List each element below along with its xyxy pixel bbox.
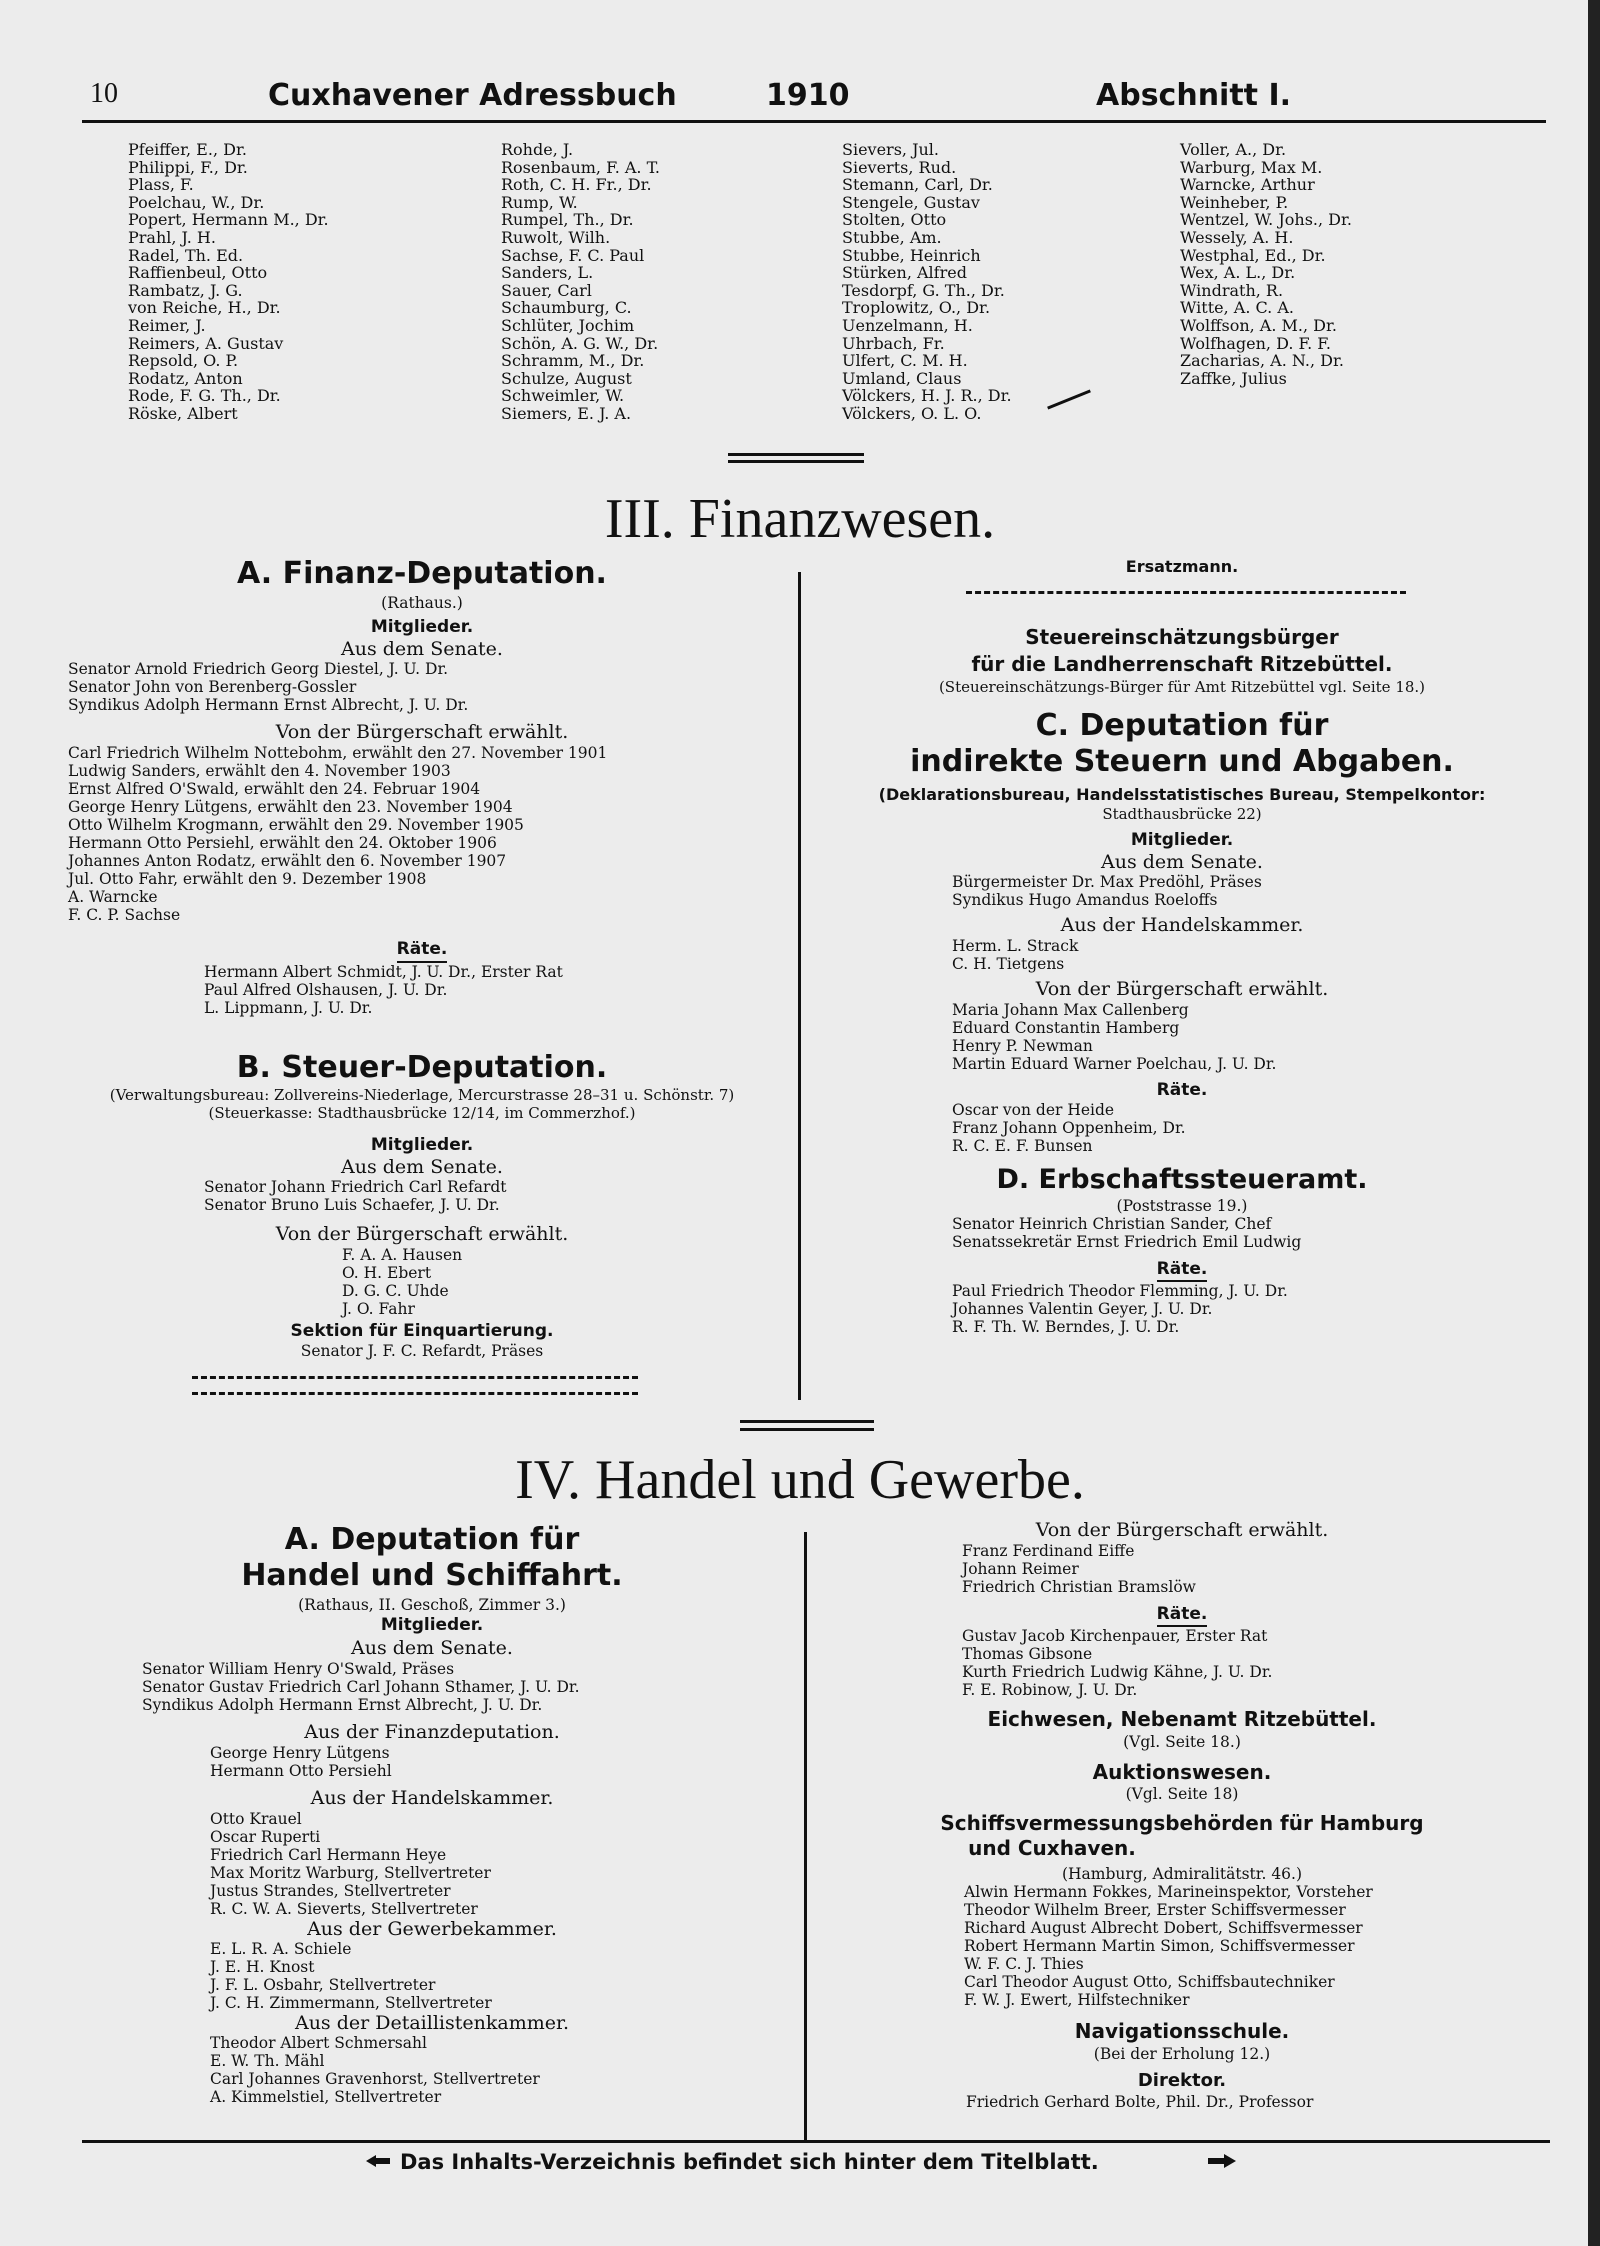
list-item: Ludwig Sanders, erwählt den 4. November 1903 bbox=[68, 762, 451, 780]
list-item: Alwin Hermann Fokkes, Marineinspektor, Vorsteher bbox=[964, 1883, 1373, 1901]
name-entry: Völckers, H. J. R., Dr. bbox=[842, 386, 1012, 406]
name-entry: Troplowitz, O., Dr. bbox=[842, 298, 991, 318]
name-column-1 bbox=[128, 141, 329, 423]
name-entry: Zaffke, Julius bbox=[1180, 368, 1287, 388]
name-entry: Sieverts, Rud. bbox=[842, 157, 957, 177]
handelskammer-heading: Aus der Handelskammer. bbox=[310, 1787, 554, 1809]
raete-heading: Räte. bbox=[1157, 1604, 1208, 1627]
name-entry: Schlüter, Jochim bbox=[501, 315, 635, 335]
handelskammer-list bbox=[62, 1810, 802, 1918]
list-item: Otto Krauel bbox=[210, 1810, 302, 1828]
raete-list bbox=[812, 1101, 1552, 1155]
handelskammer-heading: Aus der Handelskammer. bbox=[1060, 914, 1304, 936]
list-item: Henry P. Newman bbox=[952, 1037, 1093, 1055]
list-item: Senator John von Berenberg-Gossler bbox=[68, 678, 357, 696]
handel-right-column bbox=[812, 1518, 1552, 2111]
list-item: F. A. A. Hausen bbox=[342, 1246, 463, 1264]
name-entry: Wessely, A. H. bbox=[1180, 227, 1294, 247]
list-item: Herm. L. Strack bbox=[952, 937, 1079, 955]
name-entry: Weinheber, P. bbox=[1180, 192, 1289, 212]
list-item: Bürgermeister Dr. Max Predöhl, Präses bbox=[952, 873, 1262, 891]
list-item: Syndikus Adolph Hermann Ernst Albrecht, J. U. Dr. bbox=[68, 696, 469, 714]
sektion-entry: Senator J. F. C. Refardt, Präses bbox=[300, 1342, 544, 1360]
footer-rule bbox=[82, 2140, 1550, 2143]
list-item: Kurth Friedrich Ludwig Kähne, J. U. Dr. bbox=[962, 1663, 1273, 1681]
list-item: George Henry Lütgens bbox=[210, 1744, 390, 1762]
dashed-rule bbox=[192, 1392, 638, 1395]
list-item: Theodor Wilhelm Breer, Erster Schiffsvermesser bbox=[964, 1901, 1346, 1919]
handelskammer-list bbox=[812, 937, 1552, 973]
schiffsvermessung-heading-2: und Cuxhaven. bbox=[968, 1836, 1136, 1860]
list-item: Senator William Henry O'Swald, Präses bbox=[142, 1660, 455, 1678]
dashed-rule bbox=[192, 1376, 638, 1379]
list-item: Senator Johann Friedrich Carl Refardt bbox=[204, 1178, 507, 1196]
steuerbuerger-heading-2: für die Landherrenschaft Ritzebüttel. bbox=[971, 652, 1393, 676]
list-item: Franz Johann Oppenheim, Dr. bbox=[952, 1119, 1186, 1137]
column-divider bbox=[798, 572, 801, 1400]
list-item: Ernst Alfred O'Swald, erwählt den 24. Februar 1904 bbox=[68, 780, 481, 798]
list-item: Hermann Otto Persiehl, erwählt den 24. Oktober 1906 bbox=[68, 834, 497, 852]
mitglieder-heading: Mitglieder. bbox=[1130, 830, 1234, 850]
name-entry: Umland, Claus bbox=[842, 368, 962, 388]
name-entry: Schaumburg, C. bbox=[501, 298, 632, 318]
name-entry: Schulze, August bbox=[501, 368, 632, 388]
list-item: J. E. H. Knost bbox=[210, 1958, 315, 1976]
mitglieder-heading: Mitglieder. bbox=[370, 1135, 474, 1155]
mitglieder-heading: Mitglieder. bbox=[370, 617, 474, 637]
name-entry: Wolffson, A. M., Dr. bbox=[1180, 315, 1337, 335]
list-item: Thomas Gibsone bbox=[962, 1645, 1093, 1663]
name-column-4 bbox=[1180, 141, 1352, 387]
auktionswesen-heading: Auktionswesen. bbox=[1092, 1760, 1272, 1784]
name-entry: Stürken, Alfred bbox=[842, 263, 967, 283]
name-entry: Völckers, O. L. O. bbox=[842, 403, 982, 423]
list-item: Syndikus Hugo Amandus Roeloffs bbox=[952, 891, 1218, 909]
buergerschaft-list bbox=[62, 744, 782, 924]
name-entry: Westphal, Ed., Dr. bbox=[1180, 245, 1326, 265]
list-item: Johannes Anton Rodatz, erwählt den 6. November 1907 bbox=[68, 852, 507, 870]
list-item: Carl Friedrich Wilhelm Nottebohm, erwählt den 27. November 1901 bbox=[68, 744, 608, 762]
name-entry: Stolten, Otto bbox=[842, 210, 947, 230]
name-entry: Stengele, Gustav bbox=[842, 192, 980, 212]
name-entry: Rohde, J. bbox=[501, 140, 574, 159]
name-entry: Schweimler, W. bbox=[501, 386, 625, 406]
list-item: F. W. J. Ewert, Hilfstechniker bbox=[964, 1991, 1190, 2009]
list-item: J. F. L. Osbahr, Stellvertreter bbox=[210, 1976, 436, 1994]
buergerschaft-heading: Von der Bürgerschaft erwählt. bbox=[275, 1223, 569, 1245]
raete-heading: Räte. bbox=[1157, 1259, 1208, 1282]
name-entry: Wentzel, W. Johs., Dr. bbox=[1180, 210, 1352, 230]
name-entry: Stubbe, Am. bbox=[842, 227, 942, 247]
name-entry: Wolfhagen, D. F. F. bbox=[1180, 333, 1331, 353]
name-entry: Poelchau, W., Dr. bbox=[128, 192, 265, 212]
list-item: Carl Johannes Gravenhorst, Stellvertreter bbox=[210, 2070, 540, 2088]
buergerschaft-list bbox=[62, 1246, 782, 1318]
detaillistenkammer-list bbox=[62, 2034, 802, 2106]
list-item: O. H. Ebert bbox=[342, 1264, 432, 1282]
name-entry: Windrath, R. bbox=[1180, 280, 1284, 300]
column-divider bbox=[804, 1532, 807, 2142]
list-item: Richard August Albrecht Dobert, Schiffsvermesser bbox=[964, 1919, 1363, 1937]
senat-heading: Aus dem Senate. bbox=[1101, 851, 1263, 873]
list-item: A. Warncke bbox=[68, 888, 158, 906]
raete-list bbox=[812, 1627, 1552, 1699]
senat-list bbox=[62, 1178, 782, 1214]
name-column-2 bbox=[501, 141, 660, 423]
navigationsschule-heading: Navigationsschule. bbox=[1074, 2019, 1290, 2043]
pointing-hand-left-icon bbox=[366, 2152, 392, 2170]
mitglieder-heading: Mitglieder. bbox=[380, 1615, 484, 1635]
name-entry: Zacharias, A. N., Dr. bbox=[1180, 351, 1344, 371]
senat-list bbox=[62, 1660, 802, 1714]
footer-note: Das Inhalts-Verzeichnis befindet sich hinter dem Titelblatt. bbox=[400, 2150, 1099, 2174]
buergerschaft-heading: Von der Bürgerschaft erwählt. bbox=[275, 721, 569, 743]
list-item: Syndikus Adolph Hermann Ernst Albrecht, J. U. Dr. bbox=[142, 1696, 543, 1714]
list-item: Senator Heinrich Christian Sander, Chef bbox=[952, 1215, 1272, 1233]
erbschaft-place: (Poststrasse 19.) bbox=[1116, 1197, 1248, 1215]
list-item: Friedrich Christian Bramslöw bbox=[962, 1578, 1196, 1596]
list-item: Hermann Albert Schmidt, J. U. Dr., Erster Rat bbox=[204, 963, 563, 981]
detaillistenkammer-heading: Aus der Detaillistenkammer. bbox=[294, 2012, 570, 2034]
steuer-deputation-title: B. Steuer-Deputation. bbox=[236, 1050, 608, 1085]
name-entry: Sanders, L. bbox=[501, 263, 594, 283]
name-entry: Uenzelmann, H. bbox=[842, 315, 973, 335]
name-entry: Ulfert, C. M. H. bbox=[842, 351, 968, 371]
handel-place: (Rathaus, II. Geschoß, Zimmer 3.) bbox=[298, 1596, 566, 1614]
senat-heading: Aus dem Senate. bbox=[341, 1156, 503, 1178]
buergerschaft-heading: Von der Bürgerschaft erwählt. bbox=[1035, 978, 1329, 1000]
list-item: Senator Arnold Friedrich Georg Diestel, J. U. Dr. bbox=[68, 660, 449, 678]
name-entry: Voller, A., Dr. bbox=[1180, 140, 1287, 159]
double-rule bbox=[740, 1420, 874, 1431]
name-entry: Uhrbach, Fr. bbox=[842, 333, 945, 353]
gewerbekammer-list bbox=[62, 1940, 802, 2012]
list-item: Senator Bruno Luis Schaefer, J. U. Dr. bbox=[204, 1196, 500, 1214]
senat-list bbox=[812, 873, 1552, 909]
name-column-3 bbox=[842, 141, 1012, 423]
list-item: W. F. C. J. Thies bbox=[964, 1955, 1084, 1973]
list-item: Martin Eduard Warner Poelchau, J. U. Dr. bbox=[952, 1055, 1277, 1073]
name-entry: Sachse, F. C. Paul bbox=[501, 245, 645, 265]
list-item: Senatssekretär Ernst Friedrich Emil Ludwig bbox=[952, 1233, 1302, 1251]
name-entry: Rump, W. bbox=[501, 192, 578, 212]
steuer-deputation-block bbox=[62, 1050, 782, 1360]
list-item: E. W. Th. Mähl bbox=[210, 2052, 325, 2070]
name-entry: Rosenbaum, F. A. T. bbox=[501, 157, 661, 177]
direktor-entry: Friedrich Gerhard Bolte, Phil. Dr., Professor bbox=[966, 2093, 1314, 2111]
name-entry: Reimers, A. Gustav bbox=[128, 333, 284, 353]
list-item: Franz Ferdinand Eiffe bbox=[962, 1542, 1135, 1560]
finanzdeputation-list bbox=[62, 1744, 802, 1780]
page-number: 10 bbox=[90, 78, 118, 109]
list-item: Robert Hermann Martin Simon, Schiffsvermesser bbox=[964, 1937, 1355, 1955]
schiffsvermessung-place: (Hamburg, Admiralitätstr. 46.) bbox=[1061, 1865, 1303, 1883]
indirekte-steuern-title-2: indirekte Steuern und Abgaben. bbox=[910, 744, 1454, 779]
list-item: F. E. Robinow, J. U. Dr. bbox=[962, 1681, 1138, 1699]
name-entry: Prahl, J. H. bbox=[128, 227, 216, 247]
indirekte-steuern-title-1: C. Deputation für bbox=[1035, 708, 1329, 743]
senat-list bbox=[62, 660, 782, 714]
name-entry: Tesdorpf, G. Th., Dr. bbox=[842, 280, 1005, 300]
pointing-hand-right-icon bbox=[1206, 2152, 1236, 2170]
name-entry: Witte, A. C. A. bbox=[1180, 298, 1294, 318]
list-item: L. Lippmann, J. U. Dr. bbox=[204, 999, 373, 1017]
name-entry: Popert, Hermann M., Dr. bbox=[128, 210, 329, 230]
finanz-deputation-block bbox=[62, 556, 782, 1017]
ersatzmann-heading: Ersatzmann. bbox=[1125, 557, 1239, 576]
list-item: Justus Strandes, Stellvertreter bbox=[210, 1882, 451, 1900]
pen-mark bbox=[1047, 389, 1091, 409]
list-item: Maria Johann Max Callenberg bbox=[952, 1001, 1189, 1019]
name-entry: Siemers, E. J. A. bbox=[501, 403, 632, 423]
list-item: Otto Wilhelm Krogmann, erwählt den 29. November 1905 bbox=[68, 816, 524, 834]
finanz-right-column bbox=[812, 556, 1552, 1336]
name-entry: Warncke, Arthur bbox=[1180, 175, 1315, 195]
name-entry: von Reiche, H., Dr. bbox=[128, 298, 281, 318]
name-entry: Stubbe, Heinrich bbox=[842, 245, 981, 265]
header-rule bbox=[82, 120, 1546, 123]
list-item: George Henry Lütgens, erwählt den 23. November 1904 bbox=[68, 798, 513, 816]
name-entry: Warburg, Max M. bbox=[1180, 157, 1323, 177]
name-entry: Radel, Th. Ed. bbox=[128, 245, 244, 265]
indirekte-place-1: (Deklarationsbureau, Handelsstatistisches Bureau, Stempelkontor: bbox=[878, 785, 1486, 804]
name-entry: Repsold, O. P. bbox=[128, 351, 239, 371]
name-entry: Rumpel, Th., Dr. bbox=[501, 210, 634, 230]
steuerbuerger-heading-1: Steuereinschätzungsbürger bbox=[1025, 625, 1339, 649]
list-item: A. Kimmelstiel, Stellvertreter bbox=[210, 2088, 442, 2106]
name-entry: Sauer, Carl bbox=[501, 280, 592, 300]
list-item: Friedrich Carl Hermann Heye bbox=[210, 1846, 447, 1864]
list-item: J. C. H. Zimmermann, Stellvertreter bbox=[210, 1994, 492, 2012]
erbschaft-staff bbox=[812, 1215, 1552, 1251]
schiffsvermessung-list bbox=[812, 1883, 1552, 2009]
raete-heading: Räte. bbox=[1156, 1080, 1208, 1100]
list-item: J. O. Fahr bbox=[342, 1300, 415, 1318]
steuer-place-2: (Steuerkasse: Stadthausbrücke 12/14, im Commerzhof.) bbox=[208, 1104, 636, 1122]
finanz-deputation-title: A. Finanz-Deputation. bbox=[237, 556, 607, 591]
name-entry: Schön, A. G. W., Dr. bbox=[501, 333, 659, 353]
senat-heading: Aus dem Senate. bbox=[341, 638, 503, 660]
list-item: Gustav Jacob Kirchenpauer, Erster Rat bbox=[962, 1627, 1268, 1645]
eichwesen-heading: Eichwesen, Nebenamt Ritzebüttel. bbox=[987, 1707, 1377, 1731]
senat-heading: Aus dem Senate. bbox=[351, 1637, 513, 1659]
list-item: Johann Reimer bbox=[962, 1560, 1079, 1578]
list-item: Senator Gustav Friedrich Carl Johann Sthamer, J. U. Dr. bbox=[142, 1678, 580, 1696]
list-item: R. F. Th. W. Berndes, J. U. Dr. bbox=[952, 1318, 1180, 1336]
list-item: Eduard Constantin Hamberg bbox=[952, 1019, 1180, 1037]
eichwesen-note: (Vgl. Seite 18.) bbox=[1123, 1733, 1241, 1751]
raete-list bbox=[812, 1282, 1552, 1336]
name-entry: Röske, Albert bbox=[128, 403, 238, 423]
finanzdeputation-heading: Aus der Finanzdeputation. bbox=[304, 1721, 560, 1743]
section-heading-finanzwesen: III. Finanzwesen. bbox=[604, 488, 996, 550]
list-item: D. G. C. Uhde bbox=[342, 1282, 449, 1300]
name-entry: Schramm, M., Dr. bbox=[501, 351, 645, 371]
buergerschaft-heading: Von der Bürgerschaft erwählt. bbox=[1035, 1519, 1329, 1541]
indirekte-place-2: Stadthausbrücke 22) bbox=[1102, 805, 1262, 823]
name-entry: Stemann, Carl, Dr. bbox=[842, 175, 993, 195]
name-entry: Raffienbeul, Otto bbox=[128, 263, 268, 283]
name-entry: Philippi, F., Dr. bbox=[128, 157, 248, 177]
steuer-place-1: (Verwaltungsbureau: Zollvereins-Niederlage, Mercurstrasse 28–31 u. Schönstr. 7) bbox=[109, 1086, 735, 1104]
name-entry: Plass, F. bbox=[128, 175, 194, 195]
handel-deputation-block bbox=[62, 1522, 802, 2106]
list-item: Oscar Ruperti bbox=[210, 1828, 321, 1846]
handel-title-1: A. Deputation für bbox=[284, 1522, 580, 1557]
name-entry: Sievers, Jul. bbox=[842, 140, 940, 159]
gewerbekammer-heading: Aus der Gewerbekammer. bbox=[307, 1918, 557, 1940]
list-item: C. H. Tietgens bbox=[952, 955, 1065, 973]
name-entry: Reimer, J. bbox=[128, 315, 206, 335]
list-item: R. C. E. F. Bunsen bbox=[952, 1137, 1093, 1155]
name-entry: Rodatz, Anton bbox=[128, 368, 243, 388]
name-entry: Rambatz, J. G. bbox=[128, 280, 243, 300]
scan-edge bbox=[1588, 0, 1600, 2246]
navigationsschule-place: (Bei der Erholung 12.) bbox=[1093, 2045, 1271, 2063]
list-item: Johannes Valentin Geyer, J. U. Dr. bbox=[952, 1300, 1213, 1318]
list-item: Jul. Otto Fahr, erwählt den 9. Dezember 1908 bbox=[68, 870, 427, 888]
auktionswesen-note: (Vgl. Seite 18) bbox=[1125, 1785, 1239, 1803]
year: 1910 bbox=[766, 78, 850, 113]
list-item: Paul Friedrich Theodor Flemming, J. U. Dr. bbox=[952, 1282, 1288, 1300]
double-rule bbox=[728, 453, 864, 463]
list-item: E. L. R. A. Schiele bbox=[210, 1940, 352, 1958]
handel-title-2: Handel und Schiffahrt. bbox=[241, 1558, 623, 1593]
list-item: F. C. P. Sachse bbox=[68, 906, 181, 924]
sektion-heading: Sektion für Einquartierung. bbox=[290, 1321, 554, 1341]
list-item: Theodor Albert Schmersahl bbox=[210, 2034, 427, 2052]
finanz-place: (Rathaus.) bbox=[381, 594, 463, 612]
name-entry: Rode, F. G. Th., Dr. bbox=[128, 386, 281, 406]
list-item: Oscar von der Heide bbox=[952, 1101, 1115, 1119]
steuerbuerger-note: (Steuereinschätzungs-Bürger für Amt Ritzebüttel vgl. Seite 18.) bbox=[938, 678, 1426, 696]
raete-list bbox=[62, 963, 782, 1017]
buergerschaft-list bbox=[812, 1542, 1552, 1596]
schiffsvermessung-heading-1: Schiffsvermessungsbehörden für Hamburg bbox=[940, 1811, 1424, 1835]
raete-heading: Räte. bbox=[397, 938, 448, 963]
erbschaftssteueramt-title: D. Erbschaftssteueramt. bbox=[996, 1164, 1368, 1195]
section-heading-handel: IV. Handel und Gewerbe. bbox=[515, 1449, 1085, 1511]
name-entry: Pfeiffer, E., Dr. bbox=[128, 140, 247, 159]
buergerschaft-list bbox=[812, 1001, 1552, 1073]
book-title: Cuxhavener Adressbuch bbox=[268, 78, 677, 113]
name-entry: Ruwolt, Wilh. bbox=[501, 227, 611, 247]
list-item: R. C. W. A. Sieverts, Stellvertreter bbox=[210, 1900, 478, 1918]
name-entry: Wex, A. L., Dr. bbox=[1180, 263, 1296, 283]
direktor-heading: Direktor. bbox=[1137, 2070, 1227, 2091]
list-item: Max Moritz Warburg, Stellvertreter bbox=[210, 1864, 491, 1882]
list-item: Hermann Otto Persiehl bbox=[210, 1762, 392, 1780]
list-item: Paul Alfred Olshausen, J. U. Dr. bbox=[204, 981, 448, 999]
section-label: Abschnitt I. bbox=[1096, 78, 1292, 113]
name-entry: Roth, C. H. Fr., Dr. bbox=[501, 175, 652, 195]
list-item: Carl Theodor August Otto, Schiffsbautechniker bbox=[964, 1973, 1335, 1991]
